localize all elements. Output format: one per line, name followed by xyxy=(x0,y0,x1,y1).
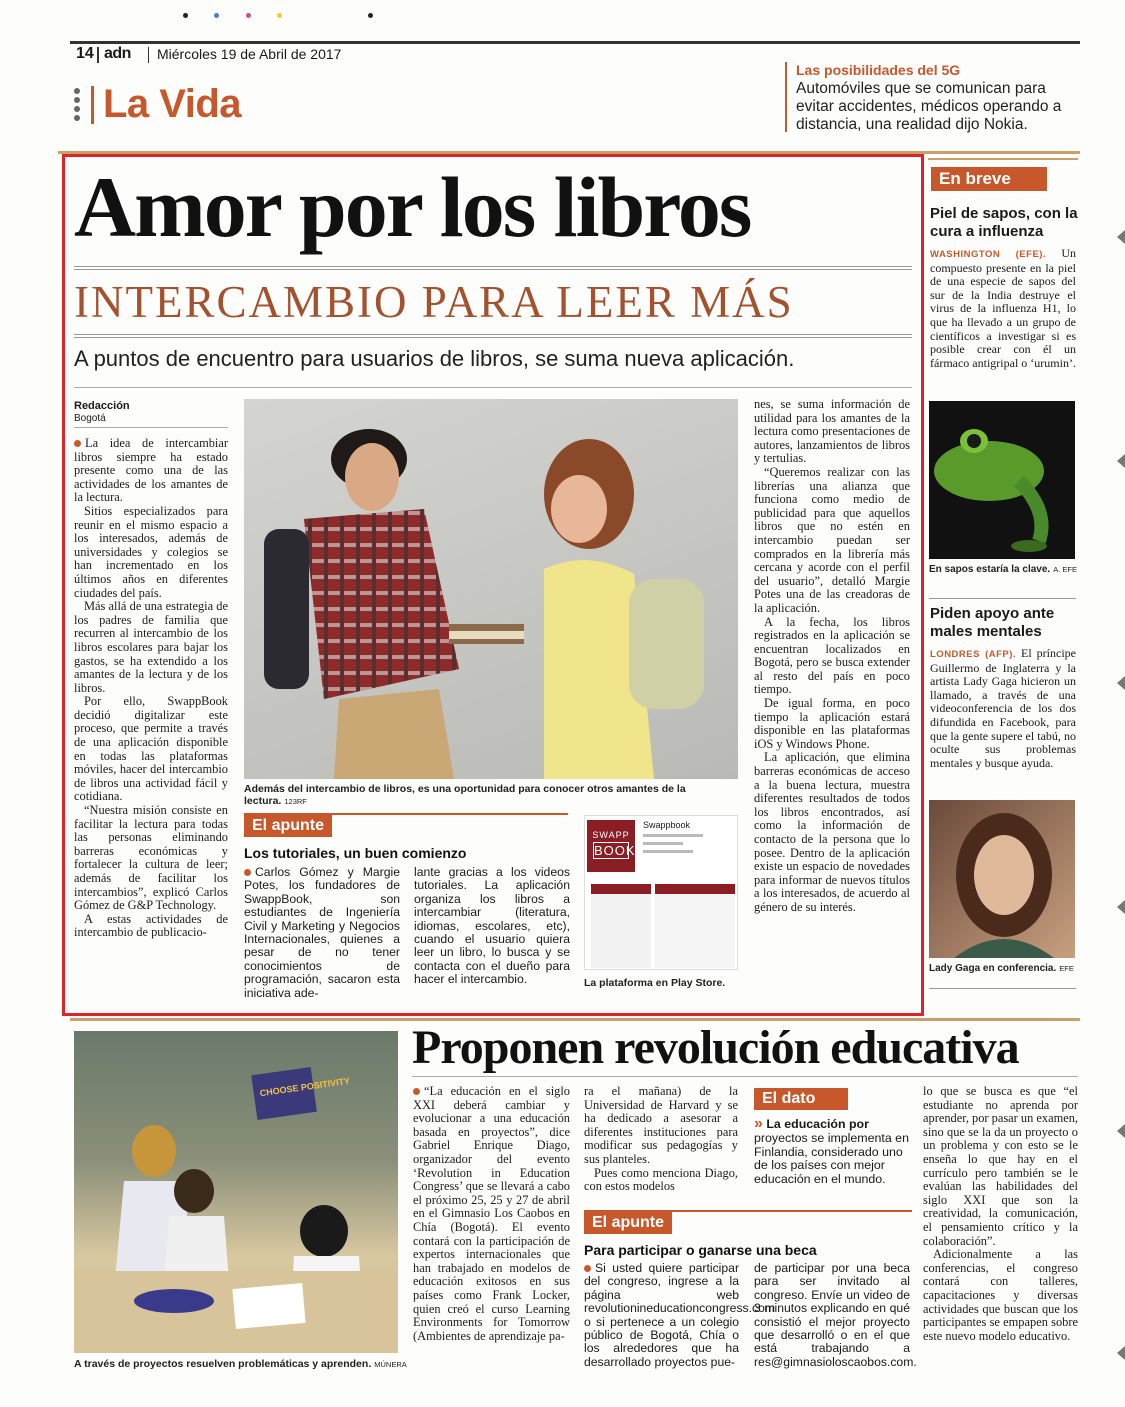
paragraph: Pues como menciona Diago, con estos modelos xyxy=(584,1165,738,1194)
apunte2-text: Si usted quiere participar del congreso, ingrese a la página web revolutionineducationcongress.com o si pertenece a un colegio público de Bogotá, Chía o los alrededores que ha desarrollado proyectos pue- xyxy=(584,1261,776,1369)
breve-item1-title: Piel de sapos, con la cura a influenza xyxy=(930,205,1078,240)
promo-divider xyxy=(785,62,787,132)
portrait-illustration xyxy=(929,800,1075,958)
breve-item1-dateline: WASHINGTON (EFE). xyxy=(930,249,1047,260)
app-logo-top: SWAPP xyxy=(592,830,630,840)
lady-gaga-caption xyxy=(929,963,1074,974)
app-caption: La plataforma en Play Store. xyxy=(584,977,726,989)
brand-logo: adn xyxy=(104,45,131,62)
section-divider xyxy=(91,86,94,124)
apunte-column-2: lante gracias a los videos tutoriales. La aplicación organiza los libros a intercambiar (literatura, idiomas, escolares, etc), cuando el usuario quiera leer un libro, lo busca y se contacta con el dueño para hacer el intercambio. xyxy=(414,865,570,987)
section-title: La Vida xyxy=(103,82,242,126)
issue-date: Miércoles 19 de Abril de 2017 xyxy=(157,46,342,62)
article-column-3 xyxy=(754,398,910,915)
paragraph: ra el mañana) de la Universidad de Harvard y se ha dedicado a asesorar a diferentes instituciones para modificar sus pedagogías y sus planteles. xyxy=(584,1084,738,1166)
paragraph: Sitios especializados para reunir en el mismo espacio a los interesados, además de universidades y colegios se han incrementado en los últimos años en diferentes ciudades del país. xyxy=(74,503,228,600)
deck: A puntos de encuentro para usuarios de libros, se suma nueva aplicación. xyxy=(74,346,795,371)
scan-marker-arrow xyxy=(1117,454,1125,468)
breve-divider xyxy=(929,598,1076,599)
location: Bogotá xyxy=(74,413,106,424)
photo-banner: CHOOSE POSITIVITY xyxy=(259,1075,351,1099)
page-number: 14 xyxy=(76,45,94,62)
paragraph: A estas actividades de intercambio de publicacio- xyxy=(74,911,228,940)
app-preview-1 xyxy=(591,884,651,968)
chevron-right-icon: » xyxy=(754,1115,763,1132)
app-preview-2 xyxy=(655,884,735,968)
promo-text: Automóviles que se comunican para evitar accidentes, médicos operando a distancia, una realidad dijo Nokia. xyxy=(796,80,1062,133)
article-column-1 xyxy=(74,437,228,940)
dato-bold: La educación por xyxy=(766,1117,869,1131)
paragraph: Más allá de una estrategia de los padres de familia que recurren al intercambio de los libros escolares para bajar los gastos, se ha extendido a los amantes de la lectura y de los libros. xyxy=(74,599,228,695)
second-headline: Proponen revolución educativa xyxy=(412,1021,1019,1074)
headline: Amor por los libros xyxy=(74,159,751,255)
students-exchanging-books-illustration xyxy=(244,399,738,779)
app-meta-line xyxy=(643,850,693,853)
app-screenshot xyxy=(584,815,738,970)
section-dots xyxy=(74,88,80,121)
classroom-photo xyxy=(74,1031,398,1353)
app-logo-bottom: BOOK xyxy=(594,843,636,858)
app-name: Swappbook xyxy=(643,820,691,830)
paragraph: “Nuestra misión consiste en facilitar la lectura para todas las personas eliminando barreras económicas y fortalecer la cultura de leer; además de facilitar los intercambios”, explicó Carlos Gómez de G&P Technology. xyxy=(74,803,228,913)
breve-tag: En breve xyxy=(931,167,1047,191)
byline: Redacción xyxy=(74,400,130,412)
lady-gaga-photo xyxy=(929,800,1075,958)
app-meta-line xyxy=(643,842,683,845)
paragraph: Adicionalmente a las conferencias, el congreso contará con talleres, capacitaciones y diversas actividades que buscan que los participantes se empapen sobre este nuevo modelo educativo. xyxy=(923,1247,1078,1343)
apunte2-tag: El apunte xyxy=(584,1212,672,1234)
paragraph: lo que se busca es que “el estudiante no aprenda por aprender, por pasar un examen, sino que se la da un proyecto o un problema y con esto se le enseña lo que hay en el currículo pero también se le evalúan las habilidades del siglo XXI que son la creatividad, la comunicación, el pensamiento crítico y la colaboración”. xyxy=(923,1084,1079,1248)
frog-caption xyxy=(929,564,1077,575)
apunte2-column-2: de participar por una beca para ser invitado al congreso. Envíe un video de 3 minutos explicando en qué consistió el mejor proyecto que desarrolló o en el que está trabajando a res@gimnasioloscaobos.com. xyxy=(754,1261,917,1369)
photo-credit: EFE xyxy=(1059,964,1074,973)
breve-item2-text: El príncipe Guillermo de Inglaterra y la artista Lady Gaga hicieron un llamado, a través de una videoconferencia de los dos difundida en Facebook, para que la gente supere el tabú, no oculte sus problemas mentales y busque ayuda. xyxy=(930,646,1076,770)
app-logo xyxy=(587,820,635,872)
apunte2-title: Para participar o ganarse una beca xyxy=(584,1242,817,1258)
paragraph: A la fecha, los libros registrados en la aplicación se encuentran localizados en Bogotá, pero se busca extender al resto del país en poco tiempo. xyxy=(754,614,910,697)
paragraph: La idea de intercambiar libros siempre ha estado presente como una de las actividades de los amantes de la lectura. xyxy=(74,436,228,505)
main-photo xyxy=(244,399,738,779)
second-column-4 xyxy=(923,1085,1078,1343)
photo-caption xyxy=(244,783,738,807)
scan-marker-arrow xyxy=(1117,1124,1125,1138)
breve-bottom-rule xyxy=(929,988,1076,989)
paragraph: La aplicación, que elimina barreras económicas de acceso a la buena lectura, muestra diferentes resultados de todos los libros encontrados, así como la información de contacto de la persona que lo posee. Dentro de la aplicación existe un espacio de novedades para informar de nuevos títulos a los interesados, de acuerdo al género de su interés. xyxy=(754,750,910,914)
folio-rule xyxy=(70,41,1080,44)
paragraph: Por ello, SwappBook decidió digitalizar este proceso, que permite a través de una aplicación disponible en todas las plataformas móviles, hacer del intercambio de libros una actividad fácil y cotidiana. xyxy=(74,694,228,804)
apunte-column-1 xyxy=(244,866,400,1000)
subtitle-rule xyxy=(74,334,912,338)
photo-credit: 123RF xyxy=(284,797,307,806)
breve-item1-body xyxy=(930,247,1076,370)
scan-marker-arrow xyxy=(1117,900,1125,914)
paragraph: nes, se suma información de utilidad para los amantes de la lectura como presentaciones de autores, lanzamientos de libros y tertulias. xyxy=(754,397,910,466)
apunte-tag: El apunte xyxy=(244,815,332,837)
caption-text: Además del intercambio de libros, es una oportunidad para conocer otros amantes de la lectura. xyxy=(244,783,686,807)
subtitle: INTERCAMBIO PARA LEER MÁS xyxy=(74,277,794,327)
caption-text: En sapos estaría la clave. xyxy=(929,564,1051,575)
breve-item2-body xyxy=(930,647,1076,770)
dato-box xyxy=(754,1117,912,1187)
frog-photo xyxy=(929,401,1075,559)
caption-text: Lady Gaga en conferencia. xyxy=(929,963,1057,974)
second-column-1 xyxy=(413,1085,570,1343)
second-column-2 xyxy=(584,1085,738,1194)
deck-rule xyxy=(74,387,912,388)
paragraph: De igual forma, en poco tiempo la aplicación estará disponible en las plataformas iOS y Windows Phone. xyxy=(754,696,910,751)
classroom-caption xyxy=(74,1358,407,1370)
scan-marker-arrow xyxy=(1117,230,1125,244)
photo-credit: A. EFE xyxy=(1053,565,1077,574)
apunte2-column-1 xyxy=(584,1261,776,1369)
photo-credit: MÚNERA xyxy=(374,1360,407,1369)
byline-rule xyxy=(74,427,228,428)
folio-divider xyxy=(148,47,149,63)
paragraph: “Queremos realizar con las librerías una alianza que funciona como medio de publicidad para que aquellos libros que no estén en intercambio puedan ser comprados en la librería más cercana y acorde con el perfil del usuario”, detalló Margie Potes una de las creadoras de la aplicación. xyxy=(754,464,910,615)
headline-rule xyxy=(74,266,912,270)
app-meta-line xyxy=(643,834,703,837)
promo-title: Las posibilidades del 5G xyxy=(796,62,961,78)
breve-item1-text: Un compuesto presente en la piel de una especie de sapos del sur de la India destruye el virus de la influenza H1, lo que ha llevado a un grupo de científicos a investigar si es posible crear con él un fármaco antigripal o ‘urumin’. xyxy=(930,246,1076,370)
apunte-text: Carlos Gómez y Margie Potes, los fundadores de SwappBook, son estudiantes de Ingeniería Civil y Marketing y Negocios Internacionales, quienes a pesar de no tener conocimientos de programación, sacaron esta iniciativa ade- xyxy=(244,865,400,1000)
scan-marker-arrow xyxy=(1117,676,1125,690)
scan-marker-arrow xyxy=(1117,1346,1125,1360)
breve-rule xyxy=(928,158,1078,160)
frog-illustration xyxy=(929,401,1075,559)
dato-text: proyectos se implementa en Finlandia, considerado uno de los países con mejor educación en el mundo. xyxy=(754,1130,909,1187)
apunte-title: Los tutoriales, un buen comienzo xyxy=(244,845,467,861)
breve-item2-title: Piden apoyo ante males mentales xyxy=(930,605,1055,640)
dato-tag: El dato xyxy=(754,1088,848,1110)
folio-divider xyxy=(97,47,99,63)
caption-text: A través de proyectos resuelven problemáticas y aprenden. xyxy=(74,1358,372,1370)
breve-item2-dateline: LONDRES (AFP). xyxy=(930,649,1017,660)
second-headline-rule xyxy=(412,1076,1078,1077)
classroom-illustration xyxy=(74,1031,398,1353)
paragraph: “La educación en el siglo XXI deberá cambiar y evolucionar a una educación basada en proyectos”, dice Gabriel Enrique Diago, organizador del evento ‘Revolution in Education Congress’ que se llevará a cabo el próximo 25, 25 y 27 de abril en el Gimnasio Los Caobos en Chía (Bogotá). El evento contará con la participación de expertos internacionales que han trabajado en modelos de educación exitosos en sus países como Frank Locker, quien creó el curso Learning Environments for Tomorrow (Ambientes de aprendizaje pa- xyxy=(413,1084,570,1343)
